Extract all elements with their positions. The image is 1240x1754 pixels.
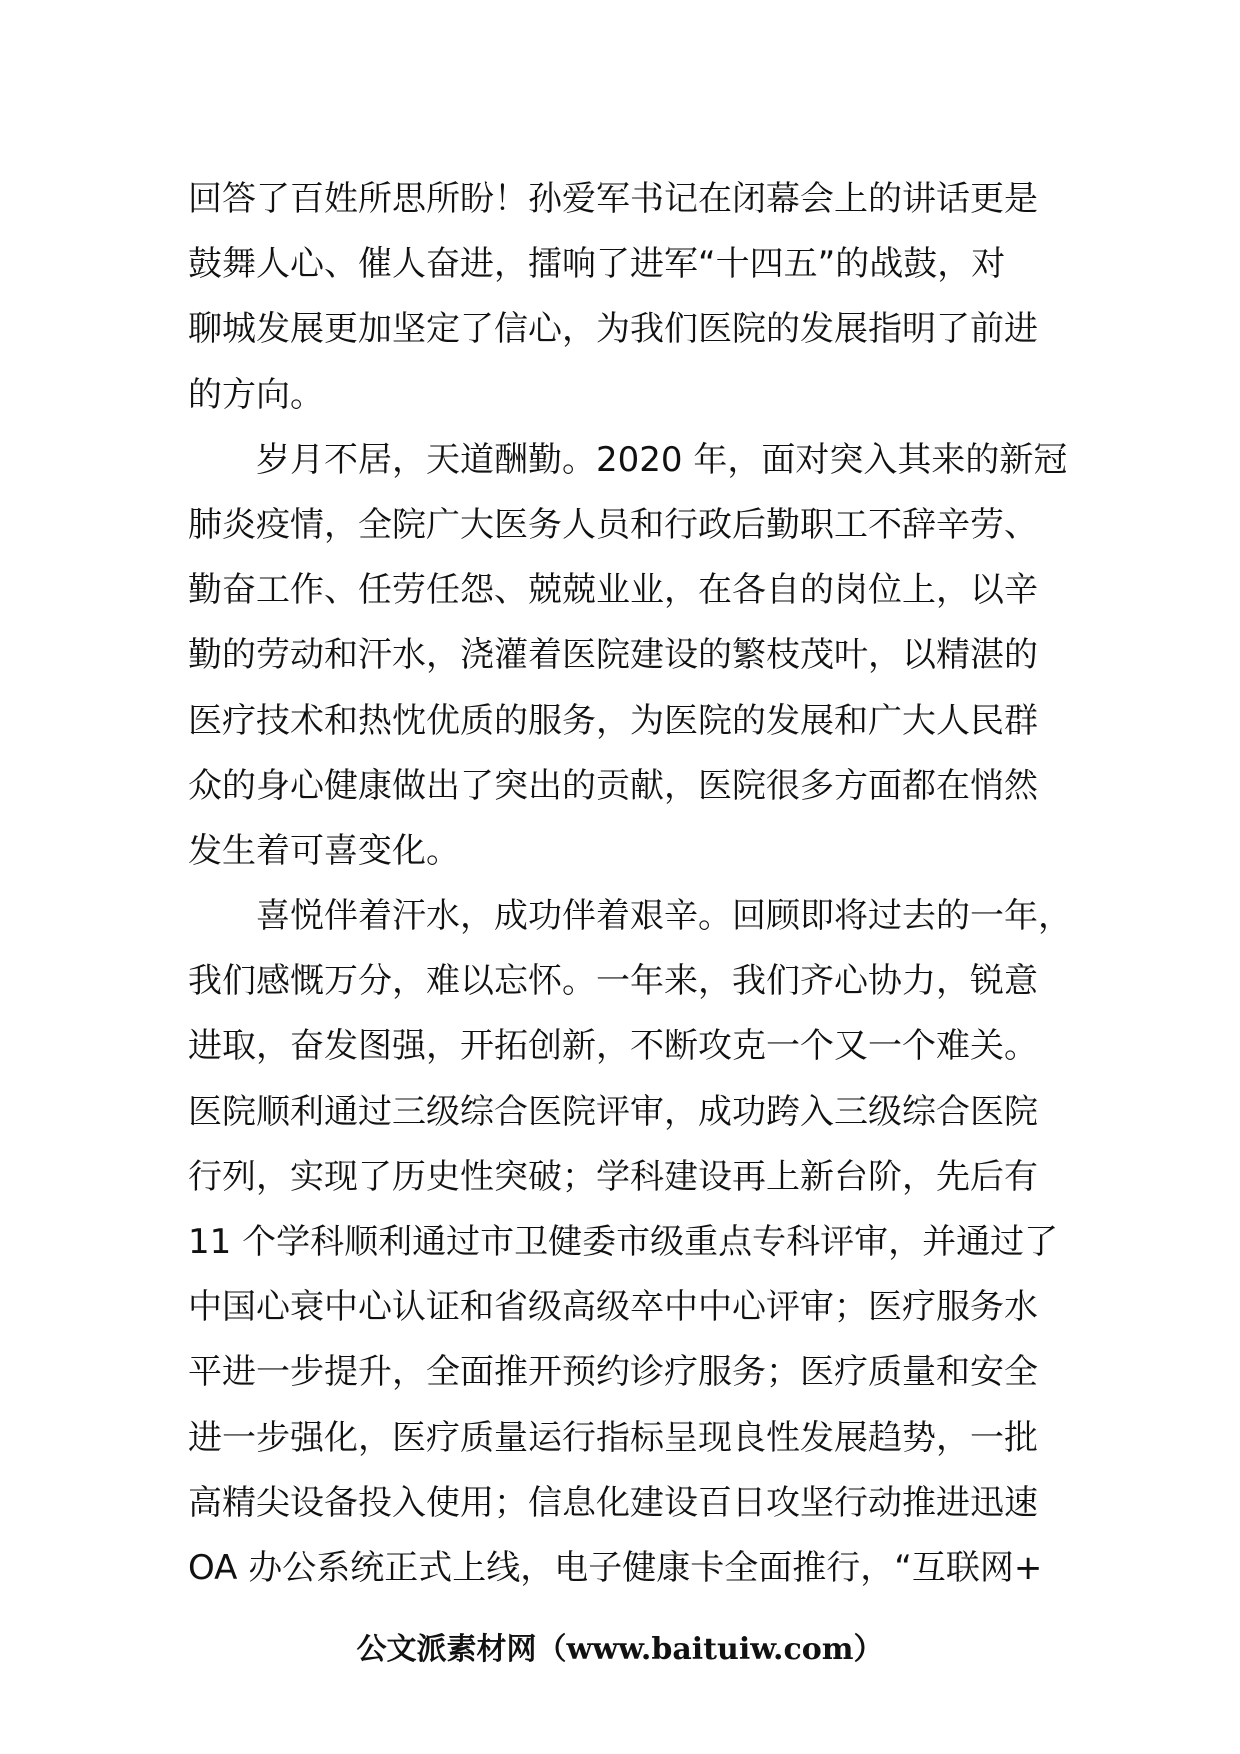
- text-line: 聊城发展更加坚定了信心，为我们医院的发展指明了前进: [188, 309, 1038, 350]
- text-line: 的方向。: [188, 374, 324, 415]
- text-line: 我们感慨万分，难以忘怀。一年来，我们齐心协力，锐意: [188, 961, 1038, 1002]
- text-line: 中国心衰中心认证和省级高级卒中中心评审；医疗服务水: [188, 1287, 1038, 1328]
- text-line: 鼓舞人心、催人奋进，擂响了进军“十四五”的战鼓，对: [188, 244, 1006, 285]
- text-line: 进取，奋发图强，开拓创新，不断攻克一个又一个难关。: [188, 1026, 1038, 1067]
- text-line: 医院顺利通过三级综合医院评审，成功跨入三级综合医院: [188, 1091, 1038, 1132]
- text-line: 勤奋工作、任劳任怨、兢兢业业，在各自的岗位上，以辛: [188, 570, 1038, 611]
- text-line: 回答了百姓所思所盼！孙爱军书记在闭幕会上的讲话更是: [188, 179, 1038, 219]
- text-line: 众的身心健康做出了突出的贡献，医院很多方面都在悄然: [188, 765, 1038, 806]
- text-line: 勤的劳动和汗水，浇灌着医院建设的繁枝茂叶，以精湛的: [188, 635, 1038, 676]
- text-line: 进一步强化，医疗质量运行指标呈现良性发展趋势，一批: [188, 1417, 1038, 1458]
- text-line: 岁月不居，天道酬勤。2020 年，面对突入其来的新冠: [256, 439, 1068, 480]
- text-line: 肺炎疫情，全院广大医务人员和行政后勤职工不辞辛劳、: [188, 504, 1038, 545]
- text-line: 医疗技术和热忱优质的服务，为医院的发展和广大人民群: [188, 700, 1038, 741]
- footer-watermark: 公文派素材网（www.baituiw.com）: [356, 1632, 884, 1667]
- text-line: 11 个学科顺利通过市卫健委市级重点专科评审，并通过了: [188, 1222, 1059, 1262]
- text-line: 行列，实现了历史性突破；学科建设再上新台阶，先后有: [188, 1156, 1038, 1197]
- text-line: OA 办公系统正式上线，电子健康卡全面推行，“互联网+: [188, 1547, 1043, 1588]
- document-body: [188, 167, 1072, 1601]
- text-line: 平进一步提升，全面推开预约诊疗服务；医疗质量和安全: [188, 1352, 1038, 1393]
- text-line: 喜悦伴着汗水，成功伴着艰辛。回顾即将过去的一年，: [256, 896, 1072, 937]
- text-line: 发生着可喜变化。: [188, 830, 460, 871]
- text-line: 高精尖设备投入使用；信息化建设百日攻坚行动推进迅速: [188, 1482, 1038, 1523]
